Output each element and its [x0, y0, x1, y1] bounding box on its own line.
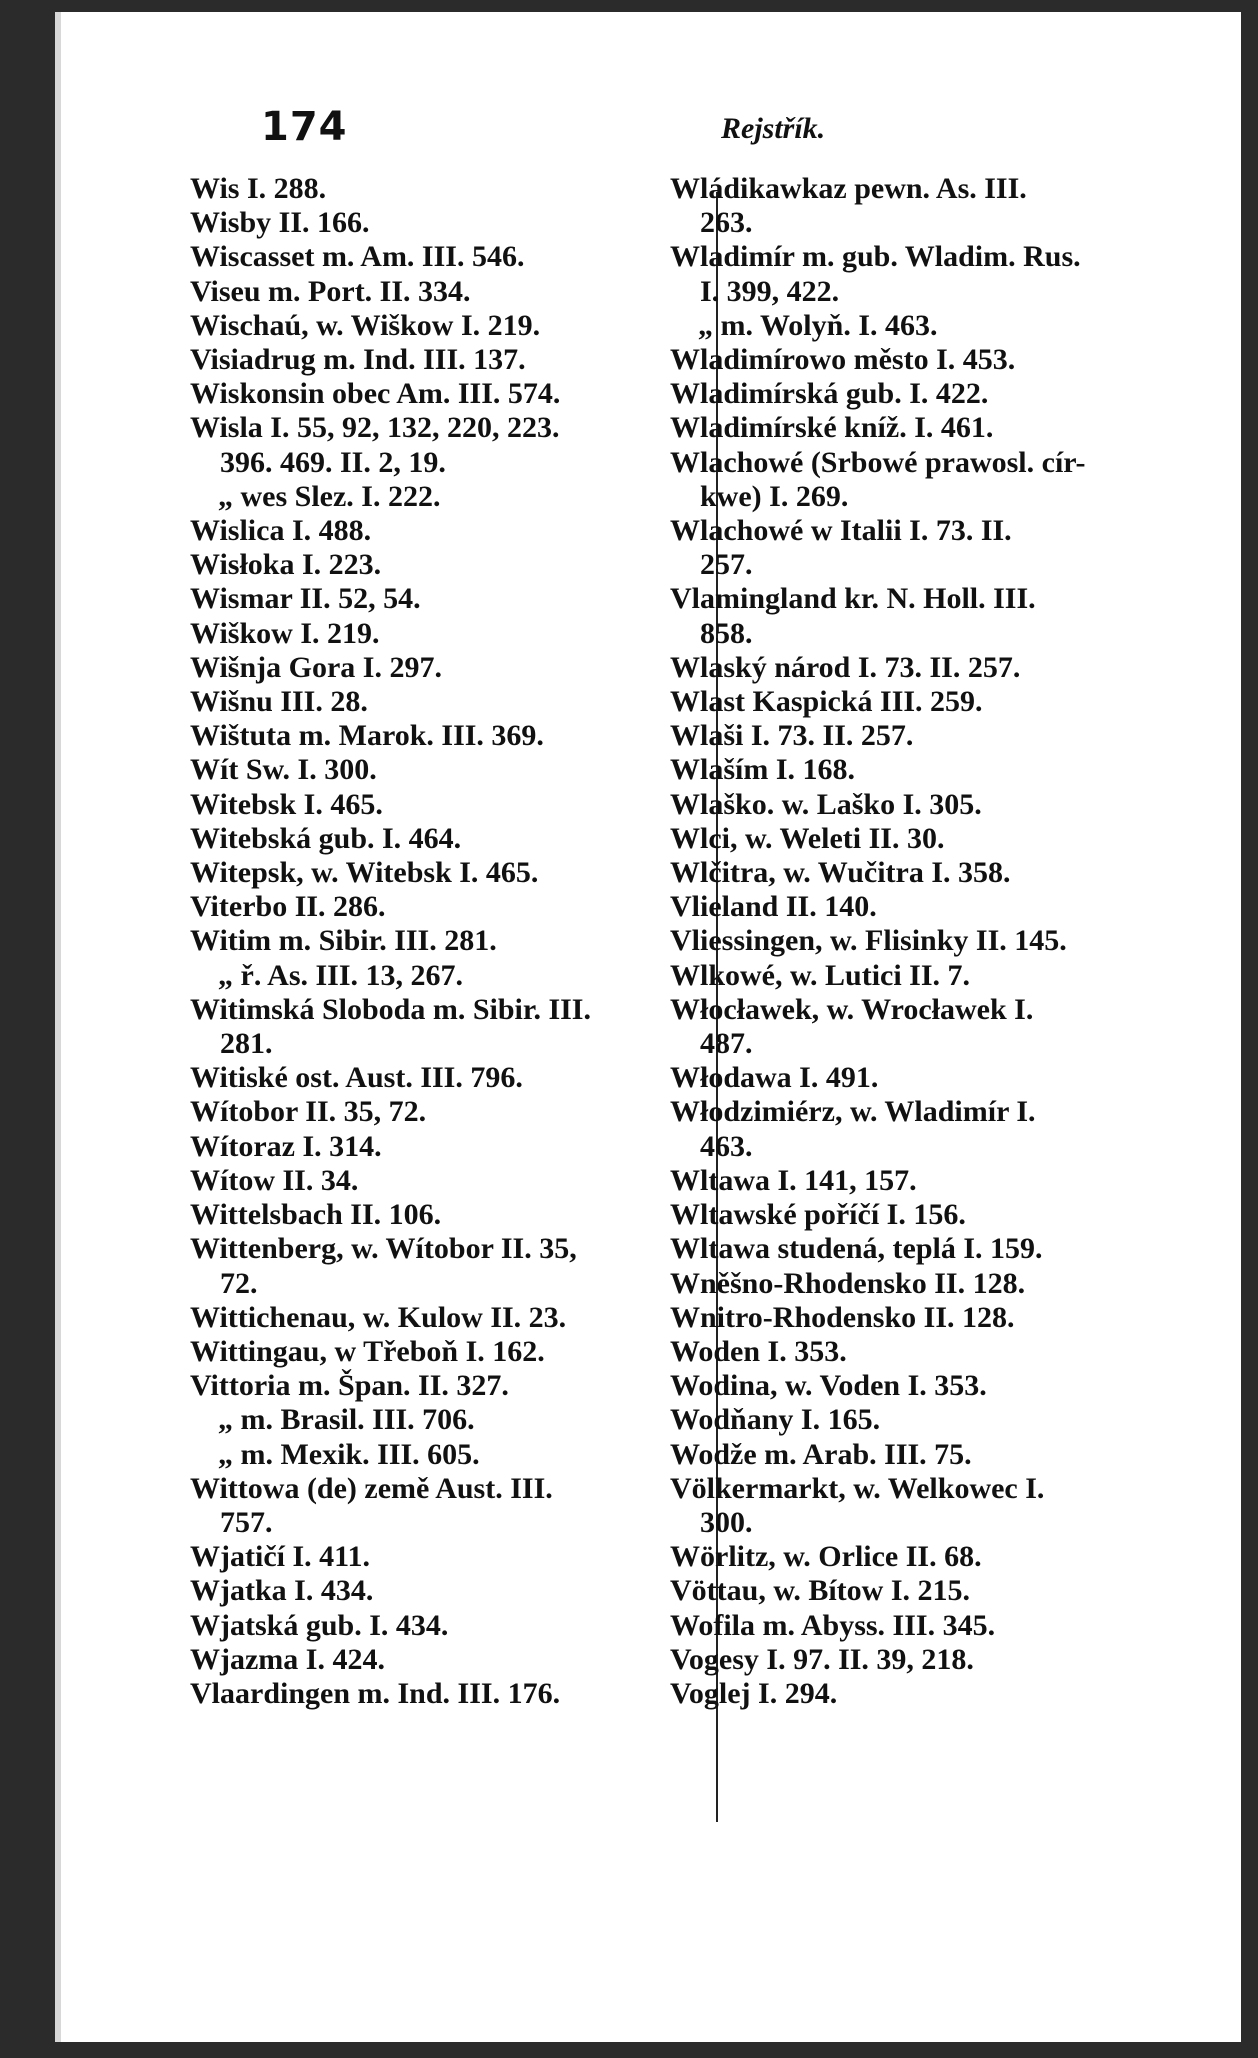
index-entry: „ m. Brasil. III. 706. — [218, 1403, 475, 1437]
index-entry: „ m. Mexik. III. 605. — [218, 1437, 480, 1471]
index-entry: Völkermarkt, w. Welkowec I. — [670, 1471, 1045, 1505]
index-entry: Voglej I. 294. — [670, 1676, 838, 1710]
index-entry: Wiscasset m. Am. III. 546. — [190, 240, 525, 274]
index-entry: Wlaši I. 73. II. 257. — [670, 719, 914, 753]
index-entry: Wišnja Gora I. 297. — [190, 650, 442, 684]
index-entry: Wlaský národ I. 73. II. 257. — [670, 650, 1021, 684]
index-entry-continuation: 263. — [700, 206, 753, 240]
index-entry: Wjatka I. 434. — [190, 1574, 374, 1608]
index-entry-continuation: 396. 469. II. 2, 19. — [220, 445, 446, 479]
index-entry: Wladimírské kníž. I. 461. — [670, 411, 994, 445]
index-entry: Wofila m. Abyss. III. 345. — [670, 1608, 996, 1642]
index-entry: Włodzimiérz, w. Wladimír I. — [670, 1095, 1036, 1129]
index-entry: Wltawské poříčí I. 156. — [670, 1198, 966, 1232]
index-entry: Wjatičí I. 411. — [190, 1540, 370, 1574]
index-entry: Wnitro-Rhodensko II. 128. — [670, 1300, 1015, 1334]
index-entry: Wisłoka I. 223. — [190, 548, 382, 582]
index-entry-continuation: 281. — [220, 1027, 273, 1061]
index-entry: Witebská gub. I. 464. — [190, 821, 462, 855]
index-entry: Wiškow I. 219. — [190, 616, 380, 650]
index-entry: Vittoria m. Špan. II. 327. — [190, 1369, 509, 1403]
index-entry: Wltawa I. 141, 157. — [670, 1163, 917, 1197]
index-entry: Woden I. 353. — [670, 1334, 847, 1368]
index-entry: Wittenberg, w. Wítobor II. 35, — [190, 1232, 577, 1266]
index-entry: Wladimír m. gub. Wladim. Rus. — [670, 240, 1081, 274]
index-entry: Wittelsbach II. 106. — [190, 1198, 442, 1232]
index-entry: „ m. Wolyň. I. 463. — [698, 308, 938, 342]
index-entry: Wltawa studená, teplá I. 159. — [670, 1232, 1043, 1266]
index-entry: Witepsk, w. Witebsk I. 465. — [190, 856, 539, 890]
index-entry: Wischaú, w. Wiškow I. 219. — [190, 308, 541, 342]
page-number: 174 — [261, 104, 348, 150]
index-entry: Wislica I. 488. — [190, 514, 372, 548]
index-entry: Wítoraz I. 314. — [190, 1129, 382, 1163]
index-entry: Wlci, w. Weleti II. 30. — [670, 821, 945, 855]
index-entry: Vöttau, w. Bítow I. 215. — [670, 1574, 971, 1608]
index-entry: Viterbo II. 286. — [190, 890, 386, 924]
index-entry: Witebsk I. 465. — [190, 787, 383, 821]
index-entry: Wisby II. 166. — [190, 206, 370, 240]
index-entry-continuation: 487. — [700, 1027, 753, 1061]
index-entry: Vlieland II. 140. — [670, 890, 877, 924]
index-column-left — [190, 172, 710, 1711]
index-entry: Wlast Kaspická III. 259. — [670, 685, 983, 719]
running-title: Rejstřík. — [721, 112, 826, 145]
index-entry-continuation: 72. — [220, 1266, 258, 1300]
index-entry: Wjazma I. 424. — [190, 1642, 385, 1676]
index-entry: Wittichenau, w. Kulow II. 23. — [190, 1300, 567, 1334]
index-entry-continuation: 463. — [700, 1129, 753, 1163]
index-entry: Vlamingland kr. N. Holl. III. — [670, 582, 1036, 616]
index-entry: Vogesy I. 97. II. 39, 218. — [670, 1642, 974, 1676]
index-column-right — [670, 172, 1190, 1711]
index-entry: Wladimírská gub. I. 422. — [670, 377, 989, 411]
page-header — [61, 12, 1241, 162]
index-entry: Wišnu III. 28. — [190, 685, 368, 719]
index-entry: Wlachowé w Italii I. 73. II. — [670, 514, 1012, 548]
index-entry: Włodawa I. 491. — [670, 1061, 879, 1095]
index-entry: Witim m. Sibir. III. 281. — [190, 924, 497, 958]
index-entry: Witiské ost. Aust. III. 796. — [190, 1061, 523, 1095]
index-entry: Wlachowé (Srbowé prawosl. cír- — [670, 445, 1086, 479]
index-entry-continuation: I. 399, 422. — [700, 274, 840, 308]
index-entry: Wládikawkaz pewn. As. III. — [670, 172, 1027, 205]
index-entry: Wjatská gub. I. 434. — [190, 1608, 449, 1642]
index-entry: Wittowa (de) země Aust. III. — [190, 1471, 553, 1505]
index-entry-continuation: 300. — [700, 1505, 753, 1539]
index-entry: Wlkowé, w. Lutici II. 7. — [670, 958, 971, 992]
index-entry: „ ř. As. III. 13, 267. — [218, 958, 464, 992]
index-entry: „ wes Slez. I. 222. — [218, 479, 441, 513]
index-entry-continuation: 257. — [700, 548, 753, 582]
index-entry: Wněšno-Rhodensko II. 128. — [670, 1266, 1026, 1300]
index-entry: Wismar II. 52, 54. — [190, 582, 421, 616]
index-entry-continuation: 858. — [700, 616, 753, 650]
index-entry-continuation: kwe) I. 269. — [700, 479, 849, 513]
index-entry: Wít Sw. I. 300. — [190, 753, 377, 787]
index-entry: Wladimírowo město I. 453. — [670, 343, 1016, 377]
index-entry: Wlčitra, w. Wučitra I. 358. — [670, 856, 1011, 890]
index-entry: Wlaším I. 168. — [670, 753, 856, 787]
index-entry-continuation: 757. — [220, 1505, 273, 1539]
index-entry: Wörlitz, w. Orlice II. 68. — [670, 1540, 982, 1574]
index-entry: Wodňany I. 165. — [670, 1403, 881, 1437]
index-entry: Wisla I. 55, 92, 132, 220, 223. — [190, 411, 560, 445]
index-entry: Wodže m. Arab. III. 75. — [670, 1437, 972, 1471]
index-entry: Wištuta m. Marok. III. 369. — [190, 719, 544, 753]
index-entry: Visiadrug m. Ind. III. 137. — [190, 343, 526, 377]
index-entry: Viseu m. Port. II. 334. — [190, 274, 471, 308]
index-entry: Vliessingen, w. Flisinky II. 145. — [670, 924, 1067, 958]
index-entry: Wlaško. w. Laško I. 305. — [670, 787, 982, 821]
index-entry: Wodina, w. Voden I. 353. — [670, 1369, 987, 1403]
index-entry: Vlaardingen m. Ind. III. 176. — [190, 1676, 561, 1710]
index-entry: Wítobor II. 35, 72. — [190, 1095, 427, 1129]
index-entry: Wiskonsin obec Am. III. 574. — [190, 377, 561, 411]
index-entry: Witimská Sloboda m. Sibir. III. — [190, 992, 591, 1026]
index-entry: Wittingau, w Třeboň I. 162. — [190, 1334, 545, 1368]
index-entry: Wis I. 288. — [190, 172, 327, 205]
index-entry: Wítow II. 34. — [190, 1163, 359, 1197]
index-entry: Włocławek, w. Wrocławek I. — [670, 992, 1034, 1026]
